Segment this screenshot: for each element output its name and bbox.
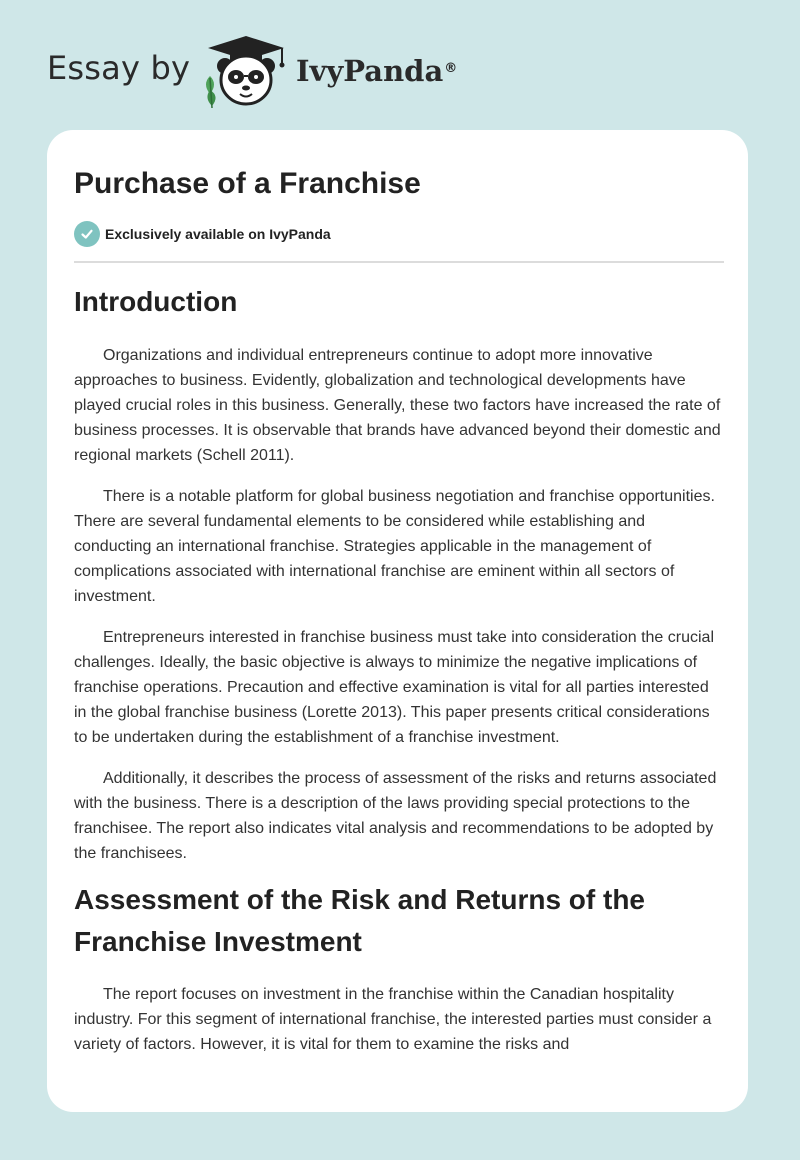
paragraph: Organizations and individual entrepreneurs continue to adopt more innovative approaches to business. Evidently, globalization and technological developments have played crucial roles in this business. Generally, these two factors have increased the rate of business processes. It is observable that brands have advanced beyond their domestic and regional markets (Schell 2011). bbox=[74, 347, 721, 464]
article-card bbox=[47, 130, 748, 1112]
ivypanda-logo-icon[interactable] bbox=[200, 34, 292, 110]
paragraph: There is a notable platform for global business negotiation and franchise opportunities. There are several fundamental elements to be considered while establishing and conducting an international franchise. Strategies applicable in the management of complications associated with international franchise are eminent within all sectors of investment. bbox=[74, 488, 715, 605]
essay-by-label: Essay by bbox=[47, 49, 191, 87]
exclusive-label: Exclusively available on IvyPanda bbox=[105, 226, 331, 242]
page-title: Purchase of a Franchise bbox=[74, 167, 421, 200]
exclusive-badge bbox=[74, 221, 331, 247]
section-heading: Introduction bbox=[74, 286, 238, 317]
check-icon bbox=[74, 221, 100, 247]
paragraph: Entrepreneurs interested in franchise business must take into consideration the crucial challenges. Ideally, the basic objective is always to minimize the negative implications of franchise operations. Precaution and effective examination is vital for all parties interested in the global franchise business (Lorette 2013). This paper presents critical considerations to be undertaken during the establishment of a franchise investment. bbox=[74, 629, 714, 746]
brand-name[interactable]: IvyPanda® bbox=[296, 54, 458, 88]
section-heading: Assessment of the Risk and Returns of the Franchise Investment bbox=[74, 884, 646, 957]
site-header bbox=[0, 0, 800, 120]
paragraph: Additionally, it describes the process of assessment of the risks and returns associated with the business. There is a description of the laws providing special protections to the franchisee. The report also indicates vital analysis and recommendations to be adopted by the franchisees. bbox=[74, 770, 717, 862]
article-body bbox=[74, 280, 724, 1057]
registered-mark: ® bbox=[444, 61, 458, 76]
paragraph: The report focuses on investment in the franchise within the Canadian hospitality industry. For this segment of international franchise, the interested parties must consider a variety of factors. However, it is vital for them to examine the risks and bbox=[74, 986, 712, 1053]
divider bbox=[74, 261, 724, 263]
